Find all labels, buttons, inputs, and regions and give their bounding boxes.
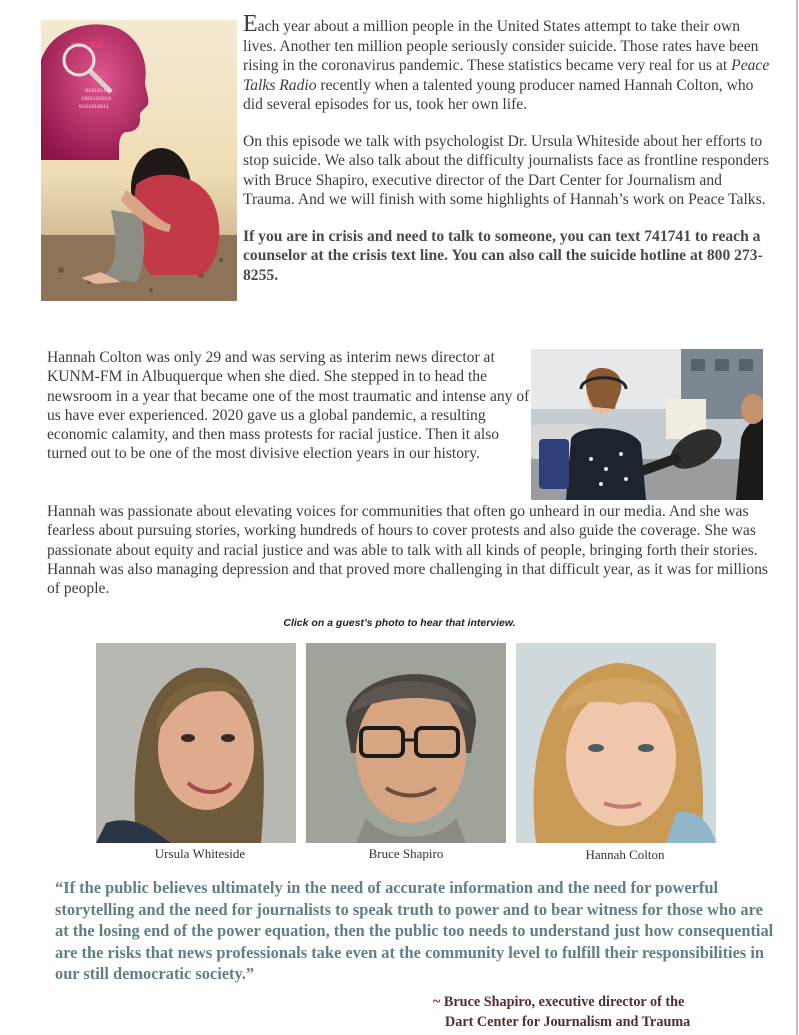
intro-paragraph-2: On this episode we talk with psychologist Dr. Ursula Whiteside about her efforts to stop suicide. We also talk about the difficulty journalists face as frontline responders with Bruce Shapiro, executive director of the Dart Center for Journalism and Trauma. And we will finish with some highlights of Hannah’s work on Peace Talks. [243, 132, 770, 208]
guest-name-bruce-shapiro: Bruce Shapiro [368, 846, 444, 861]
intro-p1-part-b: recently when a talented young producer named Hannah Colton, who did several episodes for us, took her own life. [243, 76, 754, 113]
guest-photo-bruce-shapiro[interactable] [306, 643, 506, 843]
quote-attribution [433, 992, 763, 1032]
attribution-line-1: ~ Bruce Shapiro, executive director of the [433, 994, 685, 1010]
click-instruction: Click on a guest’s photo to hear that interview. [283, 617, 516, 629]
intro-text [243, 11, 773, 302]
svg-text:1001101010: 1001101010 [81, 96, 112, 102]
guest-name-ursula-whiteside: Ursula Whiteside [154, 846, 246, 861]
drop-cap: E [243, 11, 258, 37]
hannah-reporting-photo [531, 349, 763, 500]
svg-text:010101101: 010101101 [85, 88, 113, 94]
svg-text:0101010011: 0101010011 [79, 104, 110, 110]
intro-paragraph-1 [243, 11, 773, 115]
hero-image [41, 20, 237, 301]
guest-photo-ursula-whiteside[interactable] [96, 643, 296, 843]
hannah-paragraph: Hannah Colton was only 29 and was serving as interim news director at KUNM-FM in Albuquerque when she died. She stepped in to head the newsroom in a year that became one of the most traumatic and intense any of us have ever experienced. 2020 gave us a global pandemic, a resulting economic calamity, and then mass protests for racial justice. Then it also turned out to be one of the most divisive election years in our history. [47, 349, 530, 463]
pull-quote: “If the public believes ultimately in the need of accurate information and the need for powerful storytelling and the need for journalists to speak truth to power and to bear witness for those who are at the losing end of the power equation, then the public too needs to understand just how consequential are the risks that news professionals take even at the community level to fulfill their responsibilities in our still democratic society.” [55, 878, 774, 983]
crisis-notice: If you are in crisis and need to talk to someone, you can text 741741 to reach a counselor at the crisis text line. You can also call the suicide hotline at 800 273-8255. [243, 227, 763, 284]
show-name: Peace Talks Radio [243, 57, 770, 94]
hero-sign-text: SUICIDE [71, 41, 104, 50]
guest-name-hannah-colton: Hannah Colton [585, 847, 665, 862]
page-right-border [796, 0, 798, 1035]
passion-paragraph: Hannah was passionate about elevating voices for communities that often go unheard in our media. And she was fearless about pursuing stories, working hundreds of hours to cover protests and also guide the coverage. She was passionate about equity and racial justice and was able to talk with all kinds of people, bringing forth their stories. Hannah was also managing depression and that proved more challenging in that difficult year, as it was for millions of people. [47, 503, 768, 598]
attribution-line-2: Dart Center for Journalism and Trauma [445, 1014, 691, 1030]
guest-photo-hannah-colton[interactable] [516, 643, 716, 843]
intro-p1-part-a: ach year about a million people in the United States attempt to take their own lives. Another ten million people seriously consider suicide. Those rates have been rising in the coronavirus pandemic. These statistics became very real for us at [243, 18, 759, 74]
